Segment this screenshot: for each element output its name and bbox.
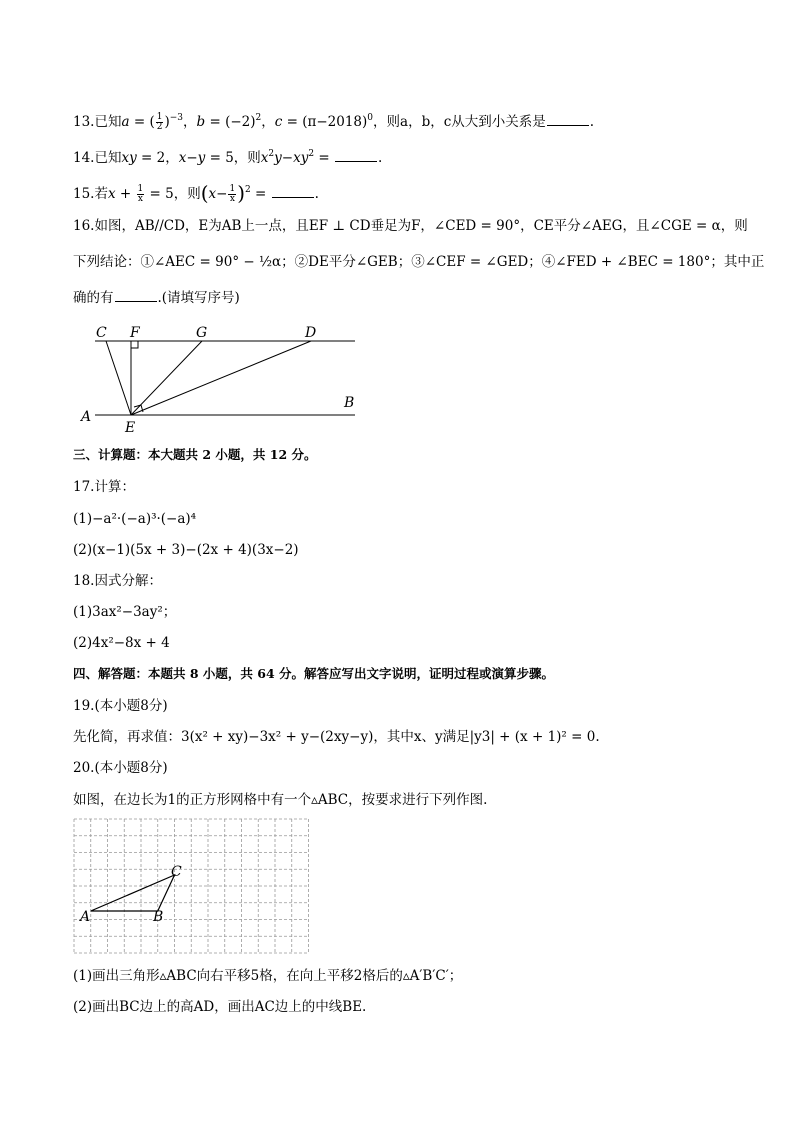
answer-blank: [547, 113, 589, 126]
grid-label-c: C: [171, 864, 182, 880]
segment-ge: [131, 341, 202, 415]
q15-prefix: 15.若: [73, 186, 108, 202]
figure-20-grid: [70, 815, 315, 957]
question-18-part-1: (1)3ax²−3ay²；: [73, 604, 177, 620]
answer-blank: [272, 185, 314, 198]
question-16-line-2: 下列结论：①∠AEC = 90° − ½α；②DE平分∠GEB；③∠CEF = ∠GED；④∠FED + ∠BEC = 180°；其中正: [73, 254, 765, 270]
question-17-part-1: (1)−a²·(−a)³·(−a)⁴: [73, 511, 197, 527]
question-13: 13.已知a = ( $\frac{1}{2}$ )$^{-3}$，$b = (-2)^2$，$c = (\pi-2018)^0$，则a，b，c从大到小关系是 .: [73, 112, 595, 132]
q15-tail: ，则: [173, 186, 201, 202]
grid-label-b: B: [153, 909, 164, 925]
question-19-body: 先化简，再求值：3(x² + xy)−3x² + y−(2xy−y)，其中x、y满足|y3| + (x + 1)² = 0.: [73, 729, 600, 745]
section-3-heading: 三、计算题：本大题共 2 小题，共 12 分。: [73, 447, 317, 462]
label-e: E: [125, 420, 136, 436]
question-17-title: 17.计算：: [73, 479, 135, 495]
label-g: G: [196, 325, 208, 341]
label-a: A: [81, 409, 92, 425]
label-b: B: [344, 395, 355, 411]
segment-ce: [106, 341, 131, 415]
question-16-line-1: 16.如图，AB//CD，E为AB上一点，且EF ⊥ CD垂足为F，∠CED = 90°，CE平分∠AEG，且∠CGE = α，则: [73, 218, 748, 234]
question-20-title: 20.(本小题8分): [73, 760, 168, 776]
right-angle-mark-f: [131, 341, 138, 348]
question-20-part-2: (2)画出BC边上的高AD，画出AC边上的中线BE.: [73, 999, 367, 1015]
q14-prefix: 14.已知: [73, 150, 122, 166]
label-c: C: [96, 325, 107, 341]
segment-de: [131, 341, 311, 415]
question-17-part-2: (2)(x−1)(5x + 3)−(2x + 4)(3x−2): [73, 542, 299, 558]
question-20-intro: 如图，在边长为1的正方形网格中有一个▵ABC，按要求进行下列作图.: [73, 792, 488, 808]
label-d: D: [305, 325, 317, 341]
section-4-heading: 四、解答题：本题共 8 小题，共 64 分。解答应写出文字说明，证明过程或演算步骤。: [73, 666, 555, 681]
figure-16: [75, 320, 365, 438]
question-16-line-3: 确的有 .(请填写序号): [73, 290, 240, 306]
q14-tail: ，则: [233, 150, 261, 166]
question-14: 14.已知xy = 2，x−y = 5，则$x^2y-xy^2$ = .: [73, 149, 383, 166]
grid-lines: [74, 819, 309, 953]
question-18-title: 18.因式分解：: [73, 573, 162, 589]
answer-blank: [115, 289, 157, 302]
question-15: 15.若x + $\frac{1}{x}$ = 5，则(x− $\frac{1}{x}$ )$^2$ = .: [73, 181, 319, 205]
answer-blank: [335, 149, 377, 162]
grid-label-a: A: [80, 909, 91, 925]
q13-prefix: 13.已知: [73, 114, 122, 130]
q13-tail: ，则a，b，c从大到小关系是: [373, 114, 546, 130]
question-18-part-2: (2)4x²−8x + 4: [73, 635, 170, 651]
triangle-abc: [91, 875, 175, 911]
label-f: F: [130, 325, 140, 341]
question-20-part-1: (1)画出三角形▵ABC向右平移5格，在向上平移2格后的▵A′B′C′；: [73, 968, 463, 984]
question-19-title: 19.(本小题8分): [73, 698, 168, 714]
